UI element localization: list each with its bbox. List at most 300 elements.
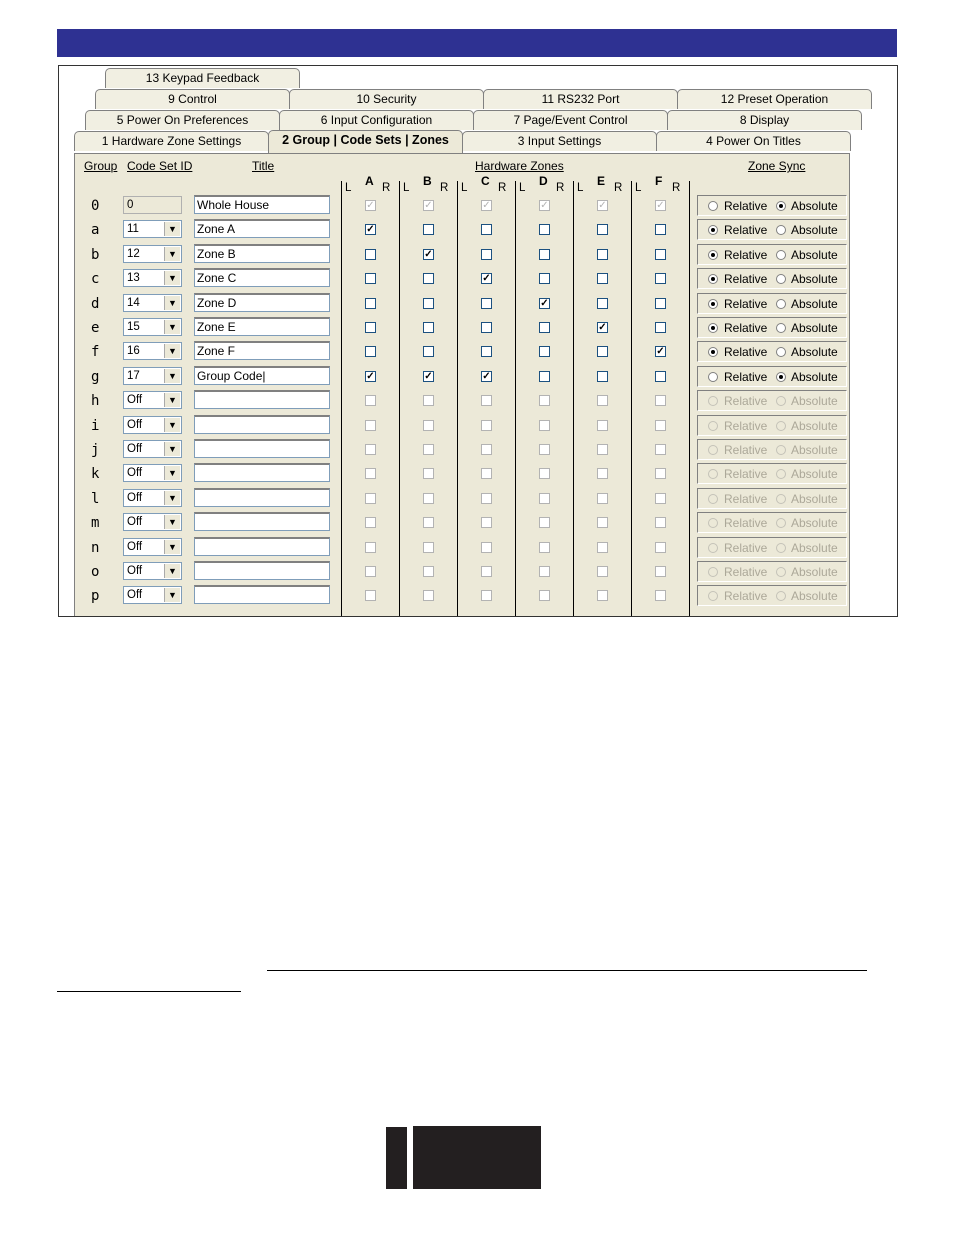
relative-radio[interactable] xyxy=(708,225,718,235)
tab-row2-3[interactable]: 8 Display xyxy=(667,110,862,130)
absolute-label: Absolute xyxy=(791,345,838,359)
chevron-down-icon[interactable]: ▼ xyxy=(164,540,180,554)
code-set-select[interactable] xyxy=(123,464,182,482)
zone-checkbox-f xyxy=(655,517,666,528)
zone-sync-group xyxy=(697,537,847,558)
zone-sync-group[interactable] xyxy=(697,366,847,387)
relative-label: Relative xyxy=(724,297,768,311)
zone-checkbox-e xyxy=(597,517,608,528)
zone-divider xyxy=(689,181,690,616)
group-letter: d xyxy=(91,296,100,312)
zone-checkbox-c xyxy=(481,566,492,577)
relative-radio xyxy=(708,445,718,455)
zone-label-e: E xyxy=(597,174,606,188)
zone-checkbox-d xyxy=(539,420,550,431)
relative-radio xyxy=(708,396,718,406)
zone-checkbox-b[interactable] xyxy=(423,346,434,357)
tab-row1-1[interactable]: 2 Group | Code Sets | Zones xyxy=(268,130,463,153)
zone-divider xyxy=(573,181,574,616)
zone-checkbox-c xyxy=(481,517,492,528)
title-input[interactable] xyxy=(194,537,330,556)
absolute-radio[interactable] xyxy=(776,347,786,357)
footer-block xyxy=(386,1127,407,1189)
chevron-down-icon[interactable]: ▼ xyxy=(164,418,180,432)
zone-checkbox-e[interactable] xyxy=(597,224,608,235)
absolute-label: Absolute xyxy=(791,272,838,286)
zone-checkbox-a xyxy=(365,468,376,479)
zone-checkbox-c xyxy=(481,395,492,406)
zone-checkbox-a[interactable] xyxy=(365,346,376,357)
zone-sync-group xyxy=(697,415,847,436)
zone-checkbox-f[interactable]: ✓ xyxy=(656,346,665,357)
tab-row3-3[interactable]: 12 Preset Operation xyxy=(677,89,872,109)
zone-checkbox-a xyxy=(365,590,376,601)
title-input[interactable] xyxy=(194,415,330,434)
zone-divider xyxy=(341,181,342,616)
zone-checkbox-e[interactable] xyxy=(597,346,608,357)
zone-checkbox-a[interactable] xyxy=(365,273,376,284)
zone-checkbox-e: ✓ xyxy=(598,200,607,211)
zone-checkbox-d: ✓ xyxy=(540,200,549,211)
title-input[interactable]: Zone E xyxy=(194,317,330,336)
chevron-down-icon[interactable]: ▼ xyxy=(164,393,180,407)
code-set-value: 13 xyxy=(127,272,140,284)
zone-checkbox-a xyxy=(365,542,376,553)
code-set-value: Off xyxy=(127,419,143,431)
zone-checkbox-b[interactable]: ✓ xyxy=(424,249,433,260)
absolute-radio xyxy=(776,421,786,431)
zone-checkbox-c xyxy=(481,542,492,553)
tab-row1-2[interactable]: 3 Input Settings xyxy=(462,131,657,151)
code-set-select[interactable] xyxy=(123,391,182,409)
zone-checkbox-c xyxy=(481,493,492,504)
zone-divider xyxy=(457,181,458,616)
absolute-label: Absolute xyxy=(791,516,838,530)
zone-checkbox-f[interactable] xyxy=(655,371,666,382)
zone-checkbox-c[interactable]: ✓ xyxy=(482,371,491,382)
zone-checkbox-d[interactable] xyxy=(539,224,550,235)
tab-row1-0[interactable]: 1 Hardware Zone Settings xyxy=(74,131,269,151)
code-set-select[interactable] xyxy=(123,367,182,385)
zone-checkbox-b: ✓ xyxy=(424,200,433,211)
absolute-radio[interactable] xyxy=(776,274,786,284)
tab-row3-2[interactable]: 11 RS232 Port xyxy=(483,89,678,109)
absolute-label: Absolute xyxy=(791,223,838,237)
zone-sync-group xyxy=(697,561,847,582)
relative-label: Relative xyxy=(724,565,768,579)
relative-label: Relative xyxy=(724,467,768,481)
zone-checkbox-e xyxy=(597,444,608,455)
title-input[interactable]: Zone A xyxy=(194,219,330,238)
code-set-select[interactable] xyxy=(123,245,182,263)
absolute-label: Absolute xyxy=(791,297,838,311)
chevron-down-icon[interactable]: ▼ xyxy=(164,271,180,285)
zone-checkbox-d[interactable]: ✓ xyxy=(540,298,549,309)
title-input[interactable]: Zone F xyxy=(194,341,330,360)
zone-checkbox-f xyxy=(655,468,666,479)
tab-row1-3[interactable]: 4 Power On Titles xyxy=(656,131,851,151)
group-letter: j xyxy=(91,442,100,458)
relative-label: Relative xyxy=(724,589,768,603)
zone-checkbox-a[interactable] xyxy=(365,298,376,309)
absolute-label: Absolute xyxy=(791,370,838,384)
zone-checkbox-b[interactable]: ✓ xyxy=(424,371,433,382)
zone-checkbox-c xyxy=(481,444,492,455)
code-set-value: 15 xyxy=(127,321,140,333)
zone-divider xyxy=(399,181,400,616)
relative-radio xyxy=(708,567,718,577)
zone-checkbox-b xyxy=(423,420,434,431)
zone-sync-group[interactable] xyxy=(697,317,847,338)
relative-radio[interactable] xyxy=(708,347,718,357)
relative-label: Relative xyxy=(724,492,768,506)
zone-checkbox-e[interactable] xyxy=(597,298,608,309)
zone-sync-header: Zone Sync xyxy=(748,159,806,173)
zone-checkbox-a xyxy=(365,566,376,577)
zone-checkbox-f xyxy=(655,444,666,455)
zone-checkbox-b xyxy=(423,590,434,601)
title-input[interactable]: Zone B xyxy=(194,244,330,263)
code-set-select[interactable] xyxy=(123,318,182,336)
absolute-radio[interactable] xyxy=(776,250,786,260)
absolute-radio xyxy=(776,591,786,601)
zone-checkbox-b xyxy=(423,517,434,528)
zone-checkbox-b[interactable] xyxy=(423,298,434,309)
code-set-select[interactable] xyxy=(123,416,182,434)
zone-label-b: B xyxy=(423,174,432,188)
zone-checkbox-e[interactable]: ✓ xyxy=(598,322,607,333)
zone-divider xyxy=(631,181,632,616)
absolute-radio[interactable] xyxy=(776,201,786,211)
zone-right-label: R xyxy=(382,182,391,194)
group-letter: c xyxy=(91,271,100,287)
zone-checkbox-f xyxy=(655,420,666,431)
zone-checkbox-d[interactable] xyxy=(539,346,550,357)
zone-checkbox-a: ✓ xyxy=(366,200,375,211)
group-letter: k xyxy=(91,466,100,482)
relative-radio xyxy=(708,518,718,528)
code-set-select[interactable] xyxy=(123,586,182,604)
code-set-value: Off xyxy=(127,516,143,528)
chevron-down-icon[interactable]: ▼ xyxy=(164,247,180,261)
zone-label-c: C xyxy=(481,174,490,188)
relative-label: Relative xyxy=(724,345,768,359)
absolute-label: Absolute xyxy=(791,467,838,481)
relative-label: Relative xyxy=(724,541,768,555)
zone-sync-group[interactable] xyxy=(697,244,847,265)
zone-left-label: L xyxy=(345,182,352,194)
tab-row2-1[interactable]: 6 Input Configuration xyxy=(279,110,474,130)
absolute-radio xyxy=(776,445,786,455)
zone-checkbox-d xyxy=(539,566,550,577)
zone-checkbox-b xyxy=(423,395,434,406)
group-letter: i xyxy=(91,418,100,434)
code-set-value: Off xyxy=(127,565,143,577)
absolute-radio[interactable] xyxy=(776,299,786,309)
relative-radio[interactable] xyxy=(708,274,718,284)
zone-checkbox-c: ✓ xyxy=(482,200,491,211)
chevron-down-icon[interactable]: ▼ xyxy=(164,515,180,529)
zone-checkbox-b xyxy=(423,444,434,455)
zone-checkbox-a xyxy=(365,493,376,504)
group-letter: a xyxy=(91,222,100,238)
code-set-select[interactable] xyxy=(123,269,182,287)
zone-checkbox-d[interactable] xyxy=(539,273,550,284)
group-letter: l xyxy=(91,491,100,507)
absolute-radio[interactable] xyxy=(776,225,786,235)
relative-radio[interactable] xyxy=(708,299,718,309)
tab-row2-0[interactable]: 5 Power On Preferences xyxy=(85,110,280,130)
code-set-select[interactable] xyxy=(123,538,182,556)
relative-label: Relative xyxy=(724,443,768,457)
zone-checkbox-e xyxy=(597,493,608,504)
zone-checkbox-f[interactable] xyxy=(655,224,666,235)
zone-checkbox-a[interactable] xyxy=(365,249,376,260)
zone-checkbox-b[interactable] xyxy=(423,224,434,235)
absolute-label: Absolute xyxy=(791,419,838,433)
page-header-bar xyxy=(57,29,897,57)
code-set-select xyxy=(123,196,182,214)
absolute-radio xyxy=(776,396,786,406)
title-input[interactable] xyxy=(194,585,330,604)
chevron-down-icon[interactable]: ▼ xyxy=(164,296,180,310)
zone-checkbox-c[interactable] xyxy=(481,346,492,357)
absolute-radio xyxy=(776,543,786,553)
title-input[interactable]: Zone C xyxy=(194,268,330,287)
absolute-label: Absolute xyxy=(791,492,838,506)
zone-checkbox-c xyxy=(481,468,492,479)
screenshot-window xyxy=(58,65,898,617)
zone-checkbox-b xyxy=(423,566,434,577)
code-set-value: Off xyxy=(127,492,143,504)
zone-checkbox-e xyxy=(597,420,608,431)
relative-label: Relative xyxy=(724,419,768,433)
rule-line xyxy=(267,970,867,971)
zone-sync-group[interactable] xyxy=(697,293,847,314)
zone-checkbox-b xyxy=(423,468,434,479)
absolute-radio xyxy=(776,518,786,528)
relative-radio[interactable] xyxy=(708,372,718,382)
chevron-down-icon[interactable]: ▼ xyxy=(164,564,180,578)
code-set-value: 12 xyxy=(127,248,140,260)
code-set-value: 16 xyxy=(127,345,140,357)
zone-sync-group xyxy=(697,585,847,606)
relative-radio xyxy=(708,591,718,601)
zone-checkbox-d xyxy=(539,468,550,479)
zone-right-label: R xyxy=(498,182,507,194)
tab-row3-1[interactable]: 10 Security xyxy=(289,89,484,109)
zone-checkbox-e xyxy=(597,590,608,601)
group-letter: 0 xyxy=(91,198,100,214)
title-input[interactable] xyxy=(194,463,330,482)
zone-checkbox-d xyxy=(539,590,550,601)
code-set-value: 11 xyxy=(127,223,139,235)
tab-row3-0[interactable]: 9 Control xyxy=(95,89,290,109)
absolute-label: Absolute xyxy=(791,394,838,408)
code-set-select[interactable] xyxy=(123,440,182,458)
zone-checkbox-c[interactable] xyxy=(481,298,492,309)
code-set-select[interactable] xyxy=(123,342,182,360)
zone-checkbox-a xyxy=(365,517,376,528)
zone-label-d: D xyxy=(539,174,548,188)
zone-checkbox-e xyxy=(597,395,608,406)
title-input[interactable]: Group Code| xyxy=(194,366,330,385)
zone-checkbox-f[interactable] xyxy=(655,298,666,309)
zone-checkbox-b xyxy=(423,493,434,504)
zone-checkbox-e[interactable] xyxy=(597,273,608,284)
zone-sync-group[interactable] xyxy=(697,195,847,216)
absolute-label: Absolute xyxy=(791,443,838,457)
zone-right-label: R xyxy=(440,182,449,194)
absolute-radio xyxy=(776,469,786,479)
chevron-down-icon[interactable]: ▼ xyxy=(164,588,180,602)
zone-checkbox-d[interactable] xyxy=(539,322,550,333)
chevron-down-icon[interactable]: ▼ xyxy=(164,222,180,236)
code-set-value: Off xyxy=(127,589,143,601)
zone-checkbox-f xyxy=(655,566,666,577)
absolute-radio xyxy=(776,567,786,577)
zone-checkbox-a xyxy=(365,395,376,406)
code-set-select[interactable] xyxy=(123,489,182,507)
absolute-label: Absolute xyxy=(791,199,838,213)
zone-checkbox-f xyxy=(655,542,666,553)
absolute-label: Absolute xyxy=(791,321,838,335)
zone-checkbox-b[interactable] xyxy=(423,322,434,333)
absolute-label: Absolute xyxy=(791,541,838,555)
zone-checkbox-d xyxy=(539,517,550,528)
chevron-down-icon[interactable]: ▼ xyxy=(164,344,180,358)
zone-checkbox-d[interactable] xyxy=(539,371,550,382)
zone-checkbox-f: ✓ xyxy=(656,200,665,211)
title-input[interactable] xyxy=(194,488,330,507)
absolute-label: Absolute xyxy=(791,589,838,603)
zone-checkbox-f[interactable] xyxy=(655,322,666,333)
zone-sync-group[interactable] xyxy=(697,219,847,240)
zone-checkbox-f xyxy=(655,590,666,601)
tab-row2-2[interactable]: 7 Page/Event Control xyxy=(473,110,668,130)
zone-sync-group xyxy=(697,488,847,509)
zone-checkbox-a xyxy=(365,444,376,455)
title-input[interactable] xyxy=(194,561,330,580)
group-letter: b xyxy=(91,247,100,263)
zone-checkbox-a xyxy=(365,420,376,431)
zone-right-label: R xyxy=(672,182,681,194)
zone-label-f: F xyxy=(655,174,663,188)
code-set-value: 0 xyxy=(127,199,134,211)
chevron-down-icon[interactable]: ▼ xyxy=(164,491,180,505)
zone-checkbox-a[interactable]: ✓ xyxy=(366,224,375,235)
relative-label: Relative xyxy=(724,370,768,384)
code-set-select[interactable] xyxy=(123,562,182,580)
group-letter: o xyxy=(91,564,100,580)
zone-sync-group xyxy=(697,512,847,533)
code-set-select[interactable] xyxy=(123,220,182,238)
chevron-down-icon[interactable]: ▼ xyxy=(164,466,180,480)
zone-checkbox-d xyxy=(539,395,550,406)
zone-checkbox-d[interactable] xyxy=(539,249,550,260)
relative-label: Relative xyxy=(724,223,768,237)
absolute-label: Absolute xyxy=(791,248,838,262)
zone-checkbox-f[interactable] xyxy=(655,273,666,284)
title-input[interactable] xyxy=(194,512,330,531)
zone-checkbox-c[interactable] xyxy=(481,249,492,260)
zone-checkbox-e[interactable] xyxy=(597,249,608,260)
code-set-value: 14 xyxy=(127,297,140,309)
zone-checkbox-c[interactable] xyxy=(481,224,492,235)
tab-row4-0[interactable]: 13 Keypad Feedback xyxy=(105,68,300,88)
zone-left-label: L xyxy=(403,182,410,194)
zone-checkbox-d xyxy=(539,493,550,504)
rule-line xyxy=(57,991,241,992)
group-letter: e xyxy=(91,320,100,336)
zone-sync-group[interactable] xyxy=(697,268,847,289)
relative-radio xyxy=(708,469,718,479)
title-input[interactable] xyxy=(194,439,330,458)
title-input[interactable]: Zone D xyxy=(194,293,330,312)
relative-radio[interactable] xyxy=(708,250,718,260)
zone-right-label: R xyxy=(556,182,565,194)
zone-checkbox-e xyxy=(597,542,608,553)
relative-radio[interactable] xyxy=(708,323,718,333)
code-set-select[interactable] xyxy=(123,513,182,531)
zone-checkbox-e[interactable] xyxy=(597,371,608,382)
relative-radio xyxy=(708,421,718,431)
zone-checkbox-d xyxy=(539,444,550,455)
hardware-zones-header: Hardware Zones xyxy=(475,159,564,173)
relative-label: Relative xyxy=(724,321,768,335)
code-set-value: Off xyxy=(127,541,143,553)
absolute-radio xyxy=(776,494,786,504)
footer-block xyxy=(413,1126,541,1189)
zone-checkbox-c[interactable]: ✓ xyxy=(482,273,491,284)
relative-radio xyxy=(708,543,718,553)
relative-label: Relative xyxy=(724,272,768,286)
zone-sync-group xyxy=(697,390,847,411)
relative-radio[interactable] xyxy=(708,201,718,211)
chevron-down-icon[interactable]: ▼ xyxy=(164,320,180,334)
title-header: Title xyxy=(252,159,275,173)
code-set-value: Off xyxy=(127,467,143,479)
title-input[interactable] xyxy=(194,390,330,409)
absolute-radio[interactable] xyxy=(776,372,786,382)
group-letter: n xyxy=(91,540,100,556)
zone-left-label: L xyxy=(577,182,584,194)
zone-right-label: R xyxy=(614,182,623,194)
chevron-down-icon[interactable]: ▼ xyxy=(164,442,180,456)
zone-checkbox-c xyxy=(481,590,492,601)
relative-radio xyxy=(708,494,718,504)
zone-checkbox-c xyxy=(481,420,492,431)
zone-checkbox-a[interactable] xyxy=(365,322,376,333)
zone-sync-group[interactable] xyxy=(697,341,847,362)
chevron-down-icon[interactable]: ▼ xyxy=(164,369,180,383)
code-set-value: Off xyxy=(127,443,143,455)
group-letter: p xyxy=(91,588,100,604)
absolute-radio[interactable] xyxy=(776,323,786,333)
title-input[interactable]: Whole House xyxy=(194,195,330,214)
zone-checkbox-b[interactable] xyxy=(423,273,434,284)
zone-checkbox-c[interactable] xyxy=(481,322,492,333)
zone-checkbox-a[interactable]: ✓ xyxy=(366,371,375,382)
group-header: Group xyxy=(84,159,118,173)
code-set-value: 17 xyxy=(127,370,140,382)
code-set-select[interactable] xyxy=(123,294,182,312)
relative-label: Relative xyxy=(724,516,768,530)
zone-checkbox-f[interactable] xyxy=(655,249,666,260)
zone-checkbox-e xyxy=(597,468,608,479)
zone-checkbox-b xyxy=(423,542,434,553)
zone-checkbox-d xyxy=(539,542,550,553)
